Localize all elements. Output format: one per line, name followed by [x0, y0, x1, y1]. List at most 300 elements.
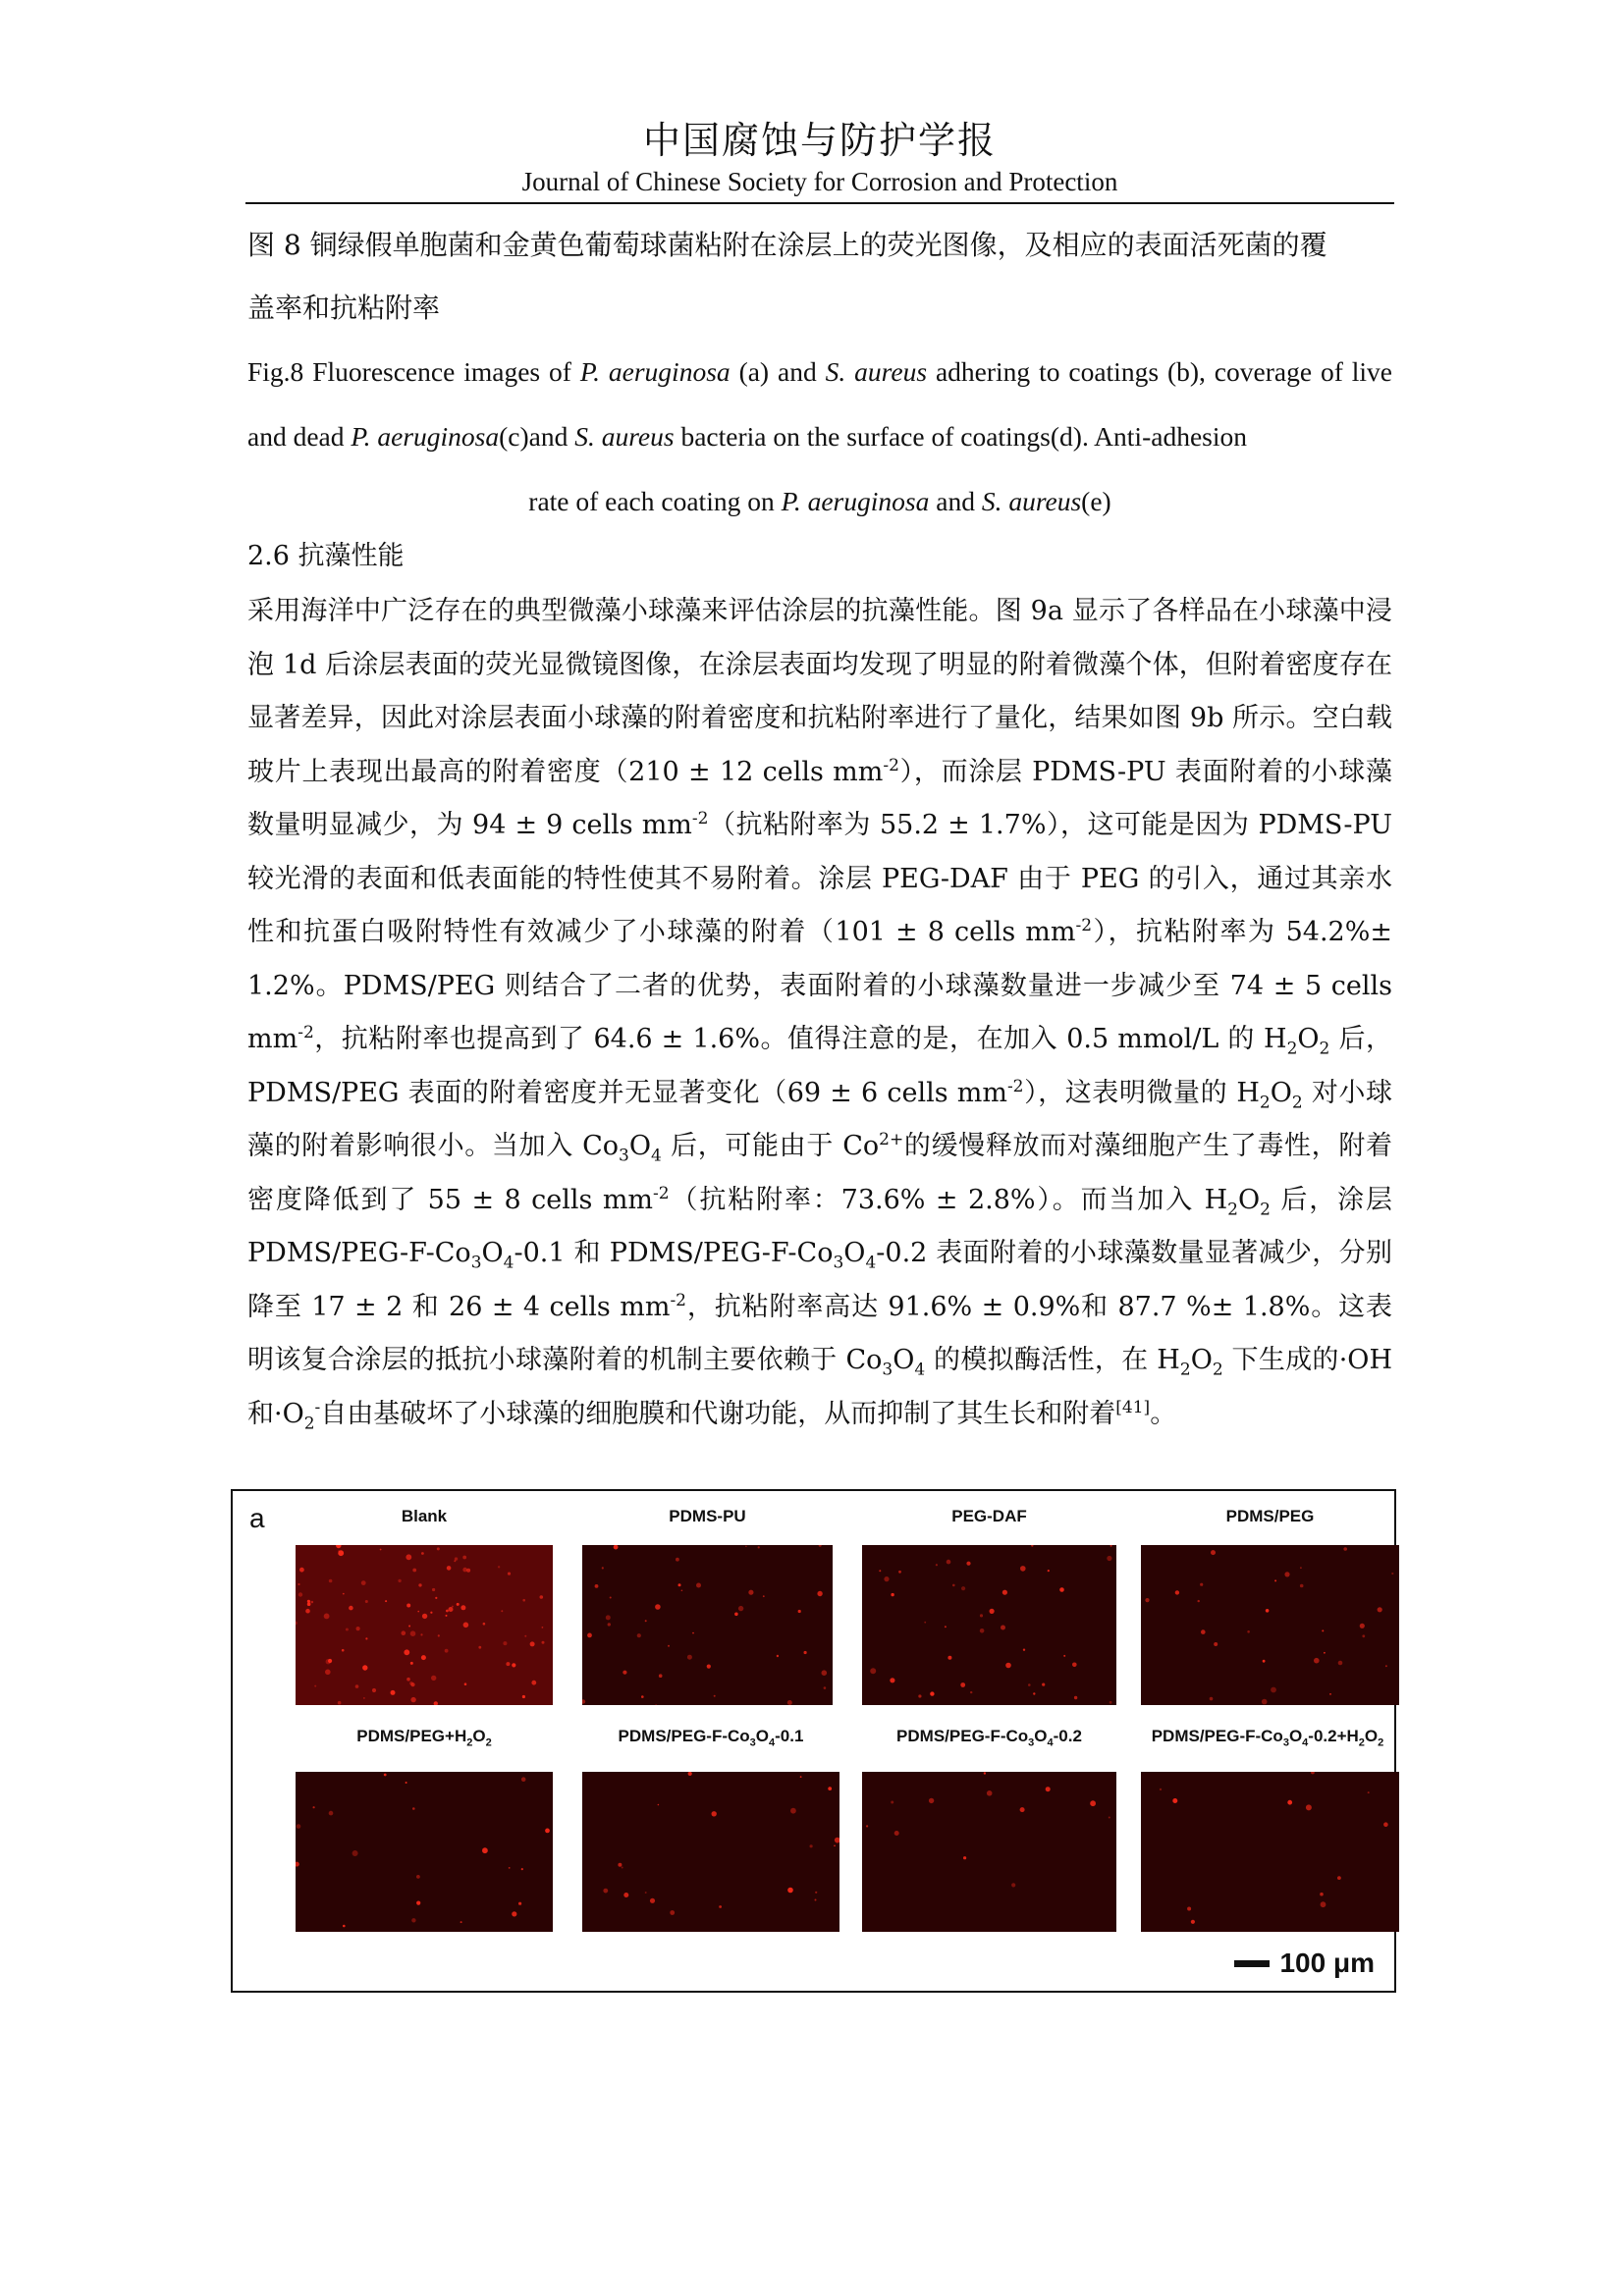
algae-cell-dot	[1011, 1883, 1015, 1887]
label-sub: 3	[1282, 1736, 1289, 1749]
para-sub: 3	[619, 1146, 629, 1166]
algae-cell-dot	[314, 1685, 316, 1687]
algae-cell-dot	[990, 1609, 995, 1614]
algae-cell-dot	[894, 1831, 899, 1836]
para-sub: 2	[1319, 1039, 1330, 1059]
algae-cell-dot	[1072, 1663, 1077, 1668]
algae-cell-dot	[365, 1637, 367, 1639]
algae-cell-dot	[372, 1688, 376, 1692]
algae-cell-dot	[1284, 1572, 1289, 1576]
algae-cell-dot	[483, 1623, 486, 1626]
algae-cell-dot	[416, 1901, 420, 1905]
algae-cell-dot	[416, 1875, 420, 1879]
caption-line3	[247, 469, 1392, 534]
algae-cell-dot	[355, 1684, 359, 1688]
micrograph-background	[1141, 1772, 1399, 1932]
algae-cell-dot	[587, 1633, 592, 1638]
algae-cell-dot	[406, 1782, 407, 1784]
algae-cell-dot	[1320, 1893, 1324, 1896]
algae-cell-dot	[524, 1635, 526, 1637]
algae-cell-dot	[758, 1546, 760, 1548]
label-sub: 2	[485, 1736, 492, 1749]
algae-cell-dot	[815, 1899, 817, 1901]
micrograph-background	[296, 1545, 553, 1705]
algae-cell-dot	[817, 1591, 822, 1596]
label-sub: 4	[769, 1736, 776, 1749]
algae-cell-dot	[1329, 1693, 1331, 1695]
micrograph-background	[582, 1545, 833, 1705]
algae-cell-dot	[545, 1829, 550, 1834]
micrograph-label	[582, 1507, 833, 1526]
para-sub: 2	[1286, 1039, 1298, 1059]
para-text: O	[1270, 1077, 1292, 1108]
label-text: O	[1034, 1727, 1048, 1745]
algae-cell-dot	[890, 1678, 894, 1682]
algae-cell-dot	[918, 1694, 921, 1697]
para-sub: 2	[1227, 1199, 1238, 1219]
algae-cell-dot	[352, 1850, 358, 1856]
para-text: ），抗粘附率为 54.2%± 1.2%。PDMS/PEG 则结合了二者的优势，表面附着的小球藻数量进一步减少至 74 ± 5 cells mm	[247, 917, 1392, 1054]
algae-cell-dot	[884, 1576, 889, 1581]
algae-cell-dot	[1214, 1642, 1218, 1646]
algae-cell-dot	[512, 1663, 515, 1667]
para-text: 的模拟酶活性，在 H	[925, 1345, 1180, 1375]
algae-cell-dot	[385, 1600, 387, 1602]
algae-cell-dot	[460, 1921, 462, 1923]
algae-cell-dot	[462, 1568, 467, 1573]
algae-cell-dot	[307, 1600, 310, 1603]
algae-cell-dot	[531, 1681, 536, 1685]
algae-cell-dot	[447, 1566, 452, 1571]
label-text: O	[1288, 1727, 1303, 1745]
algae-cell-dot	[1028, 1683, 1031, 1686]
algae-cell-dot	[421, 1655, 426, 1660]
algae-cell-dot	[961, 1586, 965, 1590]
para-text: 下生成的·OH 和·O	[247, 1345, 1392, 1429]
algae-cell-dot	[834, 1845, 836, 1847]
algae-cell-dot	[365, 1600, 368, 1603]
algae-cell-dot	[349, 1606, 353, 1611]
algae-cell-dot	[891, 1801, 893, 1804]
para-text: 对小球藻的附着影响很小。当加入 Co	[247, 1077, 1392, 1161]
algae-cell-dot	[655, 1604, 661, 1610]
label-text: PDMS-PU	[669, 1507, 746, 1525]
figure9-panel-a	[231, 1489, 1396, 1993]
algae-cell-dot	[305, 1609, 310, 1614]
algae-cell-dot	[1300, 1567, 1302, 1569]
algae-cell-dot	[342, 1649, 345, 1652]
algae-cell-dot	[522, 1695, 525, 1698]
algae-cell-dot	[787, 1888, 793, 1894]
algae-cell-dot	[1287, 1800, 1292, 1805]
algae-cell-dot	[454, 1560, 456, 1562]
para-text: O	[1237, 1184, 1261, 1215]
caption-text: (a) and	[730, 356, 826, 387]
algae-cell-dot	[1338, 1661, 1343, 1666]
algae-cell-dot	[1362, 1634, 1365, 1637]
algae-cell-dot	[530, 1641, 535, 1646]
algae-cell-dot	[406, 1678, 410, 1682]
para-text: O	[1190, 1345, 1213, 1375]
scale-bar	[1234, 1948, 1375, 1979]
algae-cell-dot	[460, 1605, 465, 1610]
scale-bar-label: 100 μm	[1279, 1948, 1375, 1978]
algae-cell-dot	[422, 1614, 427, 1619]
algae-cell-dot	[1005, 1663, 1011, 1669]
micrograph-label	[862, 1727, 1116, 1749]
algae-cell-dot	[947, 1656, 951, 1660]
caption-text: and	[929, 486, 982, 516]
algae-cell-dot	[970, 1691, 972, 1693]
label-text: PDMS/PEG	[1225, 1507, 1315, 1525]
para-sup: -2	[1006, 1076, 1024, 1096]
algae-cell-dot	[1107, 1556, 1111, 1561]
algae-cell-dot	[1145, 1598, 1149, 1602]
algae-cell-dot	[449, 1607, 454, 1612]
para-text: -0.1 和 PDMS/PEG-F-Co	[514, 1238, 834, 1268]
algae-cell-dot	[329, 1579, 333, 1583]
para-sup: -2	[298, 1023, 314, 1042]
fluorescence-image	[1141, 1772, 1399, 1932]
algae-cell-dot	[828, 1787, 832, 1790]
algae-cell-dot	[435, 1597, 437, 1599]
algae-cell-dot	[1090, 1800, 1096, 1806]
para-sub: 3	[470, 1253, 482, 1273]
algae-cell-dot	[659, 1674, 663, 1678]
algae-cell-dot	[343, 1593, 345, 1595]
algae-cell-dot	[445, 1649, 449, 1653]
para-text: （抗粘附率为 55.2 ± 1.7%），这可能是因为 PDMS-PU 较光滑的表面和低表面能的特性使其不易附着。涂层 PEG-DAF 由于 PEG 的引入，通过其亲水性和抗蛋白吸附特性有效减少了小球藻的附着（101 ± 8 cells mm	[247, 810, 1392, 947]
algae-cell-dot	[623, 1893, 628, 1897]
caption-species: P. aeruginosa	[351, 421, 500, 452]
algae-cell-dot	[623, 1671, 626, 1675]
algae-cell-dot	[431, 1676, 436, 1681]
algae-cell-dot	[966, 1562, 970, 1566]
algae-cell-dot	[463, 1623, 469, 1629]
algae-cell-dot	[810, 1844, 813, 1847]
caption-species: S. aureus	[574, 421, 675, 452]
algae-cell-dot	[410, 1630, 416, 1636]
algae-cell-dot	[411, 1918, 415, 1922]
fluorescence-image	[1141, 1545, 1399, 1705]
algae-cell-dot	[1211, 1550, 1216, 1555]
algae-cell-dot	[509, 1867, 511, 1869]
algae-cell-dot	[1109, 1817, 1110, 1819]
algae-cell-dot	[1314, 1658, 1320, 1664]
label-sub: 2	[1358, 1736, 1365, 1749]
para-text: ），而涂层 PDMS-PU 表面附着的小球藻数量明显减少，为 94 ± 9 cells mm	[247, 756, 1392, 840]
algae-cell-dot	[457, 1603, 460, 1606]
fluorescence-image	[582, 1772, 839, 1932]
algae-cell-dot	[409, 1682, 413, 1685]
para-sub: 4	[650, 1146, 662, 1166]
para-sub: 4	[503, 1253, 514, 1273]
algae-cell-dot	[1263, 1660, 1266, 1663]
algae-cell-dot	[329, 1811, 334, 1816]
algae-cell-dot	[338, 1701, 342, 1705]
para-sub: 4	[865, 1253, 877, 1273]
para-text: 采用海洋中广泛存在的典型微藻小球藻来评估涂层的抗藻性能。图 9a 显示了各样品在小球藻中浸泡 1d 后涂层表面的荧光显微镜图像，在涂层表面均发现了明显的附着微藻个体，但附着密度存在显著差异，因此对涂层表面小球藻的附着密度和抗粘附率进行了量化，结果如图 9b 所示。空白载玻片上表现出最高的附着密度（210 ± 12 cells mm	[247, 596, 1392, 787]
algae-cell-dot	[501, 1610, 503, 1612]
algae-cell-dot	[338, 1550, 340, 1552]
algae-cell-dot	[1324, 1652, 1326, 1654]
algae-cell-dot	[522, 1599, 525, 1602]
caption-species: P. aeruginosa	[579, 356, 731, 387]
algae-cell-dot	[1300, 1584, 1304, 1588]
algae-cell-dot	[406, 1554, 411, 1560]
algae-cell-dot	[521, 1777, 526, 1782]
algae-cell-dot	[412, 1807, 415, 1810]
algae-cell-dot	[738, 1606, 743, 1611]
algae-cell-dot	[930, 1691, 934, 1695]
algae-cell-dot	[298, 1592, 302, 1596]
fluorescence-image	[582, 1545, 833, 1705]
algae-cell-dot	[438, 1634, 440, 1636]
caption-text: Fig.8 Fluorescence images of	[247, 356, 580, 387]
algae-cell-dot	[987, 1790, 993, 1796]
algae-cell-dot	[503, 1641, 507, 1645]
algae-cell-dot	[1391, 1573, 1393, 1575]
algae-cell-dot	[1368, 1791, 1370, 1793]
algae-cell-dot	[1023, 1649, 1025, 1651]
para-sup: 2+	[879, 1130, 904, 1149]
micrograph-label	[1141, 1507, 1399, 1526]
algae-cell-dot	[980, 1629, 985, 1633]
label-sub: 2	[466, 1736, 473, 1749]
algae-cell-dot	[1191, 1920, 1195, 1924]
figure8-caption-cn	[247, 214, 1392, 340]
algae-cell-dot	[1321, 1901, 1326, 1907]
para-text: （抗粘附率：73.6% ± 2.8%）。而当加入 H	[669, 1184, 1228, 1215]
label-text: Blank	[401, 1507, 448, 1525]
para-text: ，抗粘附率也提高到了 64.6 ± 1.6%。值得注意的是，在加入 0.5 mmol/L 的 H	[313, 1024, 1287, 1054]
algae-cell-dot	[681, 1590, 683, 1592]
citation-ref: [41]	[1115, 1397, 1151, 1417]
algae-cell-dot	[298, 1583, 299, 1585]
micrograph-label	[862, 1507, 1116, 1526]
para-sup: -2	[883, 755, 899, 775]
para-text: 后，可能由于 Co	[661, 1131, 880, 1161]
algae-cell-dot	[1200, 1583, 1203, 1586]
fluorescence-image	[296, 1772, 553, 1932]
algae-cell-dot	[297, 1824, 301, 1829]
algae-cell-dot	[1001, 1626, 1005, 1630]
algae-cell-dot	[1322, 1629, 1324, 1631]
label-sub: 3	[1028, 1736, 1035, 1749]
algae-cell-dot	[1172, 1798, 1177, 1803]
algae-cell-dot	[402, 1630, 406, 1635]
para-sup: -2	[670, 1290, 686, 1310]
para-text: 后，涂层 PDMS/PEG-F-Co	[247, 1184, 1392, 1268]
algae-cell-dot	[361, 1580, 366, 1585]
algae-cell-dot	[380, 1549, 382, 1551]
caption-text: bacteria on the surface of coatings(d). Anti-adhesion	[674, 421, 1247, 452]
algae-cell-dot	[418, 1583, 421, 1586]
algae-cell-dot	[870, 1668, 876, 1674]
para-text: O	[628, 1131, 651, 1161]
caption-species: P. aeruginosa	[781, 486, 930, 516]
algae-cell-dot	[745, 1546, 747, 1548]
algae-cell-dot	[540, 1595, 544, 1599]
algae-cell-dot	[437, 1547, 440, 1550]
algae-cell-dot	[800, 1776, 802, 1778]
algae-cell-dot	[1360, 1624, 1365, 1629]
algae-cell-dot	[1175, 1590, 1179, 1594]
journal-title-cn: 中国腐蚀与防护学报	[642, 119, 997, 162]
algae-cell-dot	[1247, 1630, 1250, 1633]
para-sup: -	[314, 1397, 321, 1417]
algae-cell-dot	[1271, 1687, 1276, 1693]
caption-species: S. aureus	[981, 486, 1082, 516]
algae-cell-dot	[1343, 1547, 1347, 1551]
para-sub: 4	[914, 1360, 926, 1380]
algae-cell-dot	[542, 1627, 544, 1629]
algae-cell-dot	[898, 1571, 901, 1574]
algae-cell-dot	[606, 1615, 611, 1620]
label-text: O	[472, 1727, 486, 1745]
algae-cell-dot	[1262, 1699, 1268, 1705]
para-text: O	[481, 1238, 504, 1268]
algae-cell-dot	[1042, 1683, 1045, 1686]
micrograph-background	[862, 1545, 1116, 1705]
caption-text: rate of each coating on	[528, 486, 782, 516]
journal-title-en: Journal of Chinese Society for Corrosion and Protection	[521, 167, 1118, 196]
para-sub: 2	[1212, 1360, 1223, 1380]
algae-cell-dot	[452, 1606, 454, 1608]
figure8-caption-en	[247, 340, 1392, 534]
algae-cell-dot	[945, 1626, 947, 1628]
algae-cell-dot	[1306, 1804, 1312, 1810]
label-sub: 2	[1378, 1736, 1384, 1749]
header-divider	[245, 202, 1394, 204]
algae-cell-dot	[952, 1584, 955, 1587]
figure8-caption-cn-line2: 盖率和抗粘附率	[247, 292, 441, 324]
para-sub: 2	[1259, 1092, 1271, 1112]
algae-cell-dot	[506, 1662, 510, 1666]
figure8-caption-cn-line1: 图 8 铜绿假单胞菌和金黄色葡萄球菌粘附在涂层上的荧光图像，及相应的表面活死菌的覆	[247, 229, 1327, 261]
para-text: ），这表明微量的 H	[1023, 1077, 1260, 1108]
label-text: PDMS/PEG-F-Co	[896, 1727, 1029, 1745]
algae-cell-dot	[406, 1604, 410, 1608]
label-text: PDMS/PEG-F-Co	[1151, 1727, 1283, 1745]
algae-cell-dot	[748, 1590, 753, 1595]
algae-cell-dot	[412, 1569, 416, 1573]
fluorescence-image	[296, 1545, 553, 1705]
algae-cell-dot	[798, 1610, 801, 1613]
algae-cell-dot	[637, 1633, 641, 1637]
para-sup: -2	[653, 1183, 670, 1203]
algae-cell-dot	[824, 1686, 827, 1689]
algae-cell-dot	[1059, 1587, 1064, 1592]
section-heading: 2.6 抗藻性能	[247, 541, 405, 571]
algae-cell-dot	[432, 1588, 435, 1591]
algae-cell-dot	[645, 1892, 647, 1894]
algae-cell-dot	[1210, 1697, 1214, 1701]
algae-cell-dot	[936, 1564, 938, 1566]
para-text: -0.2 表面附着的小球藻数量显著减少，分别降至 17 ± 2 和 26 ± 4 cells mm	[247, 1238, 1392, 1322]
algae-cell-dot	[325, 1670, 331, 1676]
algae-cell-dot	[602, 1567, 604, 1569]
algae-cell-dot	[603, 1889, 608, 1894]
para-text: 的缓慢释放而对藻细胞产生了毒性，附着密度降低到了 55 ± 8 cells mm	[247, 1131, 1392, 1215]
algae-cell-dot	[714, 1695, 716, 1697]
algae-cell-dot	[1046, 1787, 1051, 1791]
label-text: PDMS/PEG+H	[356, 1727, 467, 1745]
algae-cell-dot	[595, 1584, 599, 1588]
fluorescence-image	[862, 1772, 1116, 1932]
algae-cell-dot	[924, 1622, 926, 1624]
algae-cell-dot	[658, 1804, 660, 1806]
algae-cell-dot	[790, 1808, 796, 1814]
algae-cell-dot	[1383, 1822, 1388, 1827]
label-text: PEG-DAF	[951, 1507, 1027, 1525]
algae-cell-dot	[324, 1614, 330, 1620]
algae-cell-dot	[508, 1573, 511, 1575]
para-sub: 2	[1179, 1360, 1191, 1380]
algae-cell-dot	[311, 1601, 314, 1604]
panel-letter: a	[249, 1503, 265, 1533]
para-sub: 3	[882, 1360, 893, 1380]
algae-cell-dot	[398, 1579, 401, 1582]
label-text: -0.1	[775, 1727, 804, 1745]
algae-cell-dot	[1020, 1566, 1026, 1572]
caption-species: S. aureus	[825, 356, 928, 387]
algae-cell-dot	[410, 1662, 413, 1665]
algae-cell-dot	[1033, 1692, 1035, 1694]
algae-cell-dot	[446, 1615, 448, 1617]
micrograph-label	[296, 1507, 553, 1526]
label-text: -0.2+H	[1308, 1727, 1359, 1745]
micrograph-label	[582, 1727, 839, 1749]
algae-cell-dot	[1110, 1701, 1112, 1704]
algae-cell-dot	[879, 1570, 881, 1572]
algae-cell-dot	[1020, 1807, 1025, 1812]
algae-cell-dot	[384, 1774, 387, 1777]
algae-cell-dot	[1074, 1696, 1077, 1699]
algae-cell-dot	[363, 1697, 365, 1699]
micrograph-label	[1125, 1727, 1410, 1749]
algae-cell-dot	[1385, 1665, 1387, 1667]
algae-cell-dot	[420, 1633, 422, 1635]
label-sub: 4	[1302, 1736, 1309, 1749]
para-sub: 2	[1260, 1199, 1271, 1219]
algae-cell-dot	[391, 1690, 396, 1695]
algae-cell-dot	[518, 1902, 521, 1905]
algae-cell-dot	[482, 1847, 488, 1853]
algae-cell-dot	[787, 1700, 792, 1705]
algae-cell-dot	[947, 1560, 951, 1565]
para-sub: 3	[833, 1253, 844, 1273]
algae-cell-dot	[1201, 1629, 1206, 1634]
algae-cell-dot	[763, 1595, 765, 1597]
algae-cell-dot	[417, 1611, 419, 1613]
caption-text: adhering to coatings (b), coverage of live and dead	[247, 356, 1393, 452]
algae-cell-dot	[641, 1695, 644, 1698]
algae-cell-dot	[1378, 1607, 1382, 1612]
label-text: -0.2	[1053, 1727, 1082, 1745]
algae-cell-dot	[622, 1867, 623, 1869]
algae-cell-dot	[645, 1620, 647, 1622]
para-sup: -2	[1075, 916, 1093, 935]
algae-cell-dot	[1063, 1655, 1065, 1657]
algae-cell-dot	[777, 1655, 779, 1657]
algae-cell-dot	[696, 1583, 701, 1588]
algae-cell-dot	[299, 1568, 304, 1573]
para-text: 。	[1150, 1398, 1177, 1429]
algae-cell-dot	[610, 1597, 612, 1599]
label-sub: 4	[1047, 1736, 1054, 1749]
para-sub: 2	[1291, 1092, 1303, 1112]
